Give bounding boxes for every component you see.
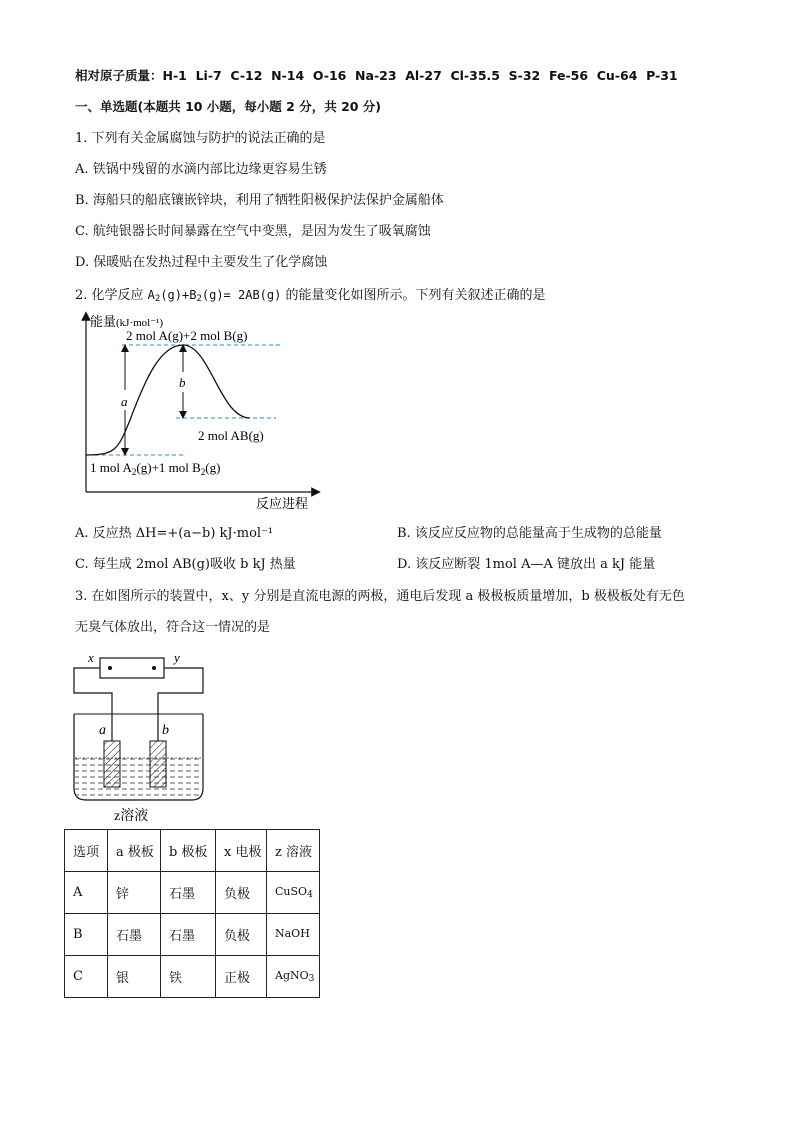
table-cell: A (65, 872, 108, 914)
energy-diagram (70, 310, 330, 515)
q2-option-b: B. 该反应反应物的总能量高于生成物的总能量 (397, 526, 662, 541)
atomic-masses-values: H-1 Li-7 C-12 N-14 O-16 Na-23 Al-27 Cl-35.5 S-32 Fe-56 Cu-64 P-31 (162, 68, 678, 83)
table-cell: C (65, 956, 108, 998)
mid-level-label: 2 mol AB(g) (198, 428, 264, 443)
q3-options-table (64, 829, 320, 998)
solution (75, 758, 202, 799)
table-header: 选项 (65, 830, 108, 872)
q3-stem-line2: 无臭气体放出，符合这一情况的是 (75, 620, 271, 635)
top-level-label: 2 mol A(g)+2 mol B(g) (126, 328, 248, 343)
q2-option-c: C. 每生成 2mol AB(g)吸收 b kJ 热量 (75, 557, 296, 572)
q2-stem-post: 的能量变化如图所示。下列有关叙述正确的是 (281, 288, 546, 303)
table-cell: 负极 (216, 872, 267, 914)
q2-stem-pre: 2. 化学反应 (75, 288, 148, 303)
table-cell: B (65, 914, 108, 956)
table-header: x 电极 (216, 830, 267, 872)
label-x: x (88, 650, 94, 665)
table-header: a 极板 (108, 830, 161, 872)
table-cell: CuSO$_4$ (267, 872, 320, 914)
label-a: a (121, 394, 128, 409)
terminal-x (108, 666, 112, 670)
table-header: b 极板 (161, 830, 216, 872)
table-cell: 石墨 (161, 914, 216, 956)
table-cell: 铁 (161, 956, 216, 998)
q1-option-b: B. 海船只的船底镶嵌锌块，利用了牺牲阳极保护法保护金属船体 (75, 193, 444, 208)
table-header: z 溶液 (267, 830, 320, 872)
label-b: b (179, 375, 186, 390)
table-cell: 正极 (216, 956, 267, 998)
electrolysis-diagram (66, 648, 216, 826)
table-cell: 负极 (216, 914, 267, 956)
label-a-electrode: a (99, 723, 106, 738)
y-axis-label: 能量(kJ·mol⁻¹) (90, 314, 164, 329)
q3-stem-line1: 3. 在如图所示的装置中，x、y 分别是直流电源的两极，通电后发现 a 极极板质量增加，b 极极板处有无色 (75, 589, 685, 604)
q1-option-c: C. 航纯银器长时间暴露在空气中变黑，是因为发生了吸氧腐蚀 (75, 224, 431, 239)
section-title: 一、单选题(本题共 10 小题，每小题 2 分，共 20 分) (75, 99, 382, 114)
table-cell: AgNO$_3$ (267, 956, 320, 998)
table-cell: 石墨 (161, 872, 216, 914)
q2-equation: $A_2(g)+B_2(g)= 2AB(g)$ (147, 288, 282, 304)
wire-x (74, 668, 112, 741)
q1-option-a: A. 铁锅中残留的水滴内部比边缘更容易生锈 (75, 162, 327, 177)
q2-option-d: D. 该反应断裂 1mol A—A 键放出 a kJ 能量 (397, 557, 656, 572)
table-header-row (65, 830, 320, 872)
electrode-b (150, 741, 166, 787)
q2-stem (75, 285, 546, 309)
label-b-electrode: b (162, 723, 169, 738)
table-row (65, 872, 320, 914)
table-row (65, 956, 320, 998)
bottom-level-label: 1 mol $A_2(g)+1$ mol $B_2(g)$ (90, 460, 221, 477)
atomic-masses-label: 相对原子质量： (75, 68, 163, 83)
label-y: y (174, 650, 180, 665)
table-cell: 锌 (108, 872, 161, 914)
q2-option-a: A. 反应热 ΔH=+(a−b) kJ·mol⁻¹ (75, 526, 274, 541)
table-cell: 银 (108, 956, 161, 998)
table-row (65, 914, 320, 956)
q1-option-d: D. 保暖贴在发热过程中主要发生了化学腐蚀 (75, 255, 328, 270)
q1-stem: 1. 下列有关金属腐蚀与防护的说法正确的是 (75, 131, 326, 146)
atomic-masses-line (75, 66, 678, 86)
electrode-a (104, 741, 120, 787)
table-cell: 石墨 (108, 914, 161, 956)
table-cell: NaOH (267, 914, 320, 956)
terminal-y (152, 666, 156, 670)
x-axis-label: 反应进程 (256, 496, 309, 511)
solution-label: z溶液 (114, 809, 149, 824)
